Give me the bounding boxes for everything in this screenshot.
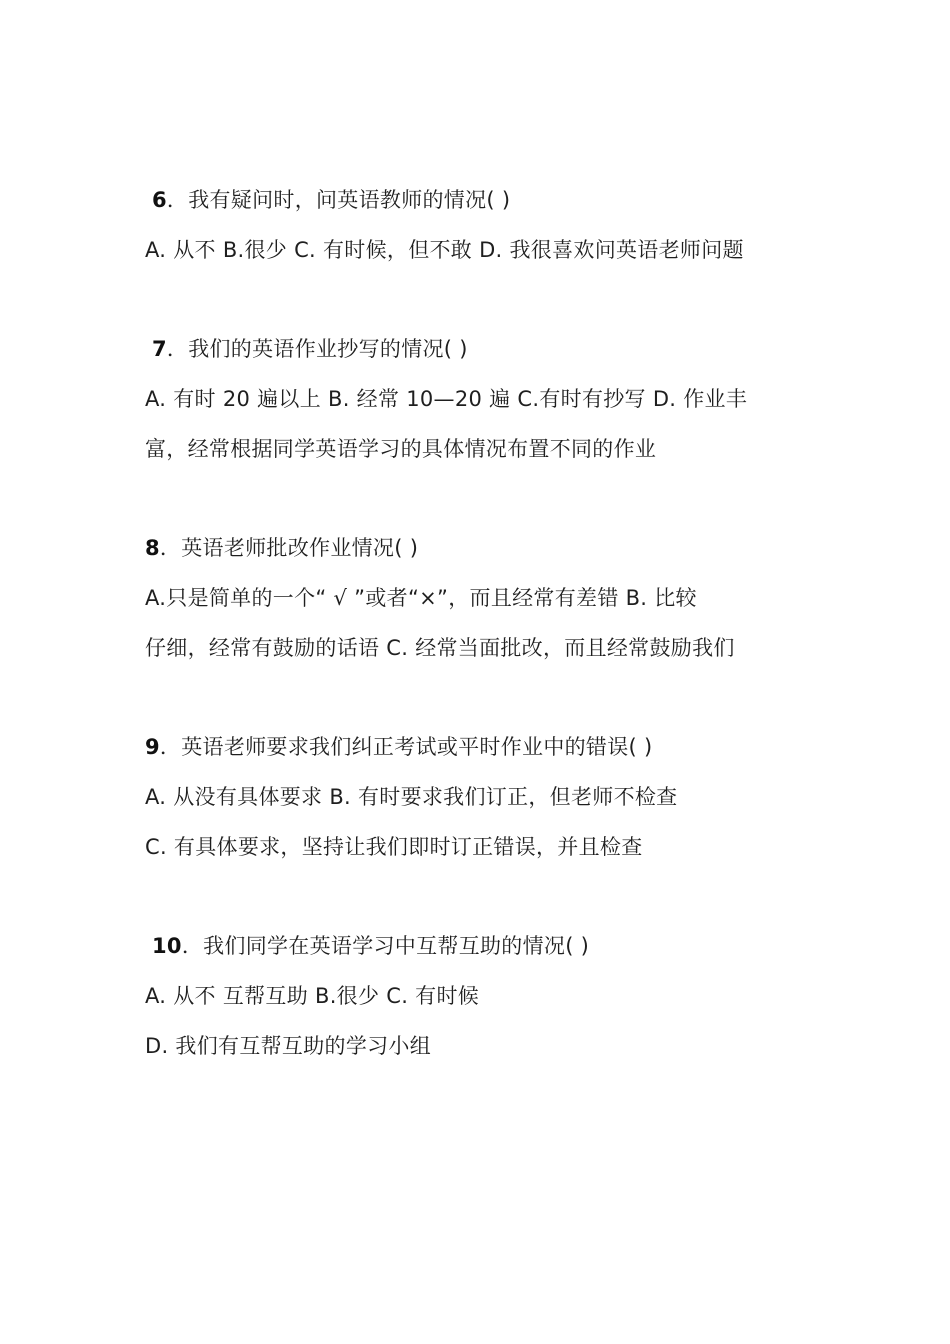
question-8-options-line-2: 仔细，经常有鼓励的话语 C. 经常当面批改，而且经常鼓励我们	[145, 636, 735, 660]
question-number: 9	[145, 735, 160, 759]
question-7-stem	[145, 334, 468, 364]
question-6-options: A. 从不 B.很少 C. 有时候，但不敢 D. 我很喜欢问英语老师问题	[145, 238, 744, 262]
question-10-options-line-2: D. 我们有互帮互助的学习小组	[145, 1034, 432, 1058]
question-number: 10	[151, 934, 182, 958]
question-7-options-line-1: A. 有时 20 遍以上 B. 经常 10—20 遍 C.有时有抄写 D. 作业丰	[145, 387, 748, 411]
question-number: 6	[151, 188, 167, 212]
question-9-stem	[145, 732, 652, 762]
question-10-stem	[145, 931, 589, 961]
question-text: ．英语老师要求我们纠正考试或平时作业中的错误( )	[159, 735, 653, 759]
question-10-options-line-1: A. 从不 互帮互助 B.很少 C. 有时候	[145, 984, 480, 1008]
question-7-options-line-2: 富，经常根据同学英语学习的具体情况布置不同的作业	[145, 437, 657, 461]
question-6-stem	[145, 185, 510, 215]
question-text: ．我们同学在英语学习中互帮互助的情况( )	[181, 934, 590, 958]
question-number: 8	[145, 536, 160, 560]
question-text: ．我们的英语作业抄写的情况( )	[166, 337, 468, 361]
question-8-options-line-1: A.只是简单的一个“ √ ”或者“×”，而且经常有差错 B. 比较	[145, 586, 697, 610]
question-text: ．英语老师批改作业情况( )	[159, 536, 419, 560]
question-9-options-line-2: C. 有具体要求，坚持让我们即时订正错误，并且检查	[145, 835, 643, 859]
question-text: ．我有疑问时，问英语教师的情况( )	[166, 188, 511, 212]
question-number: 7	[151, 337, 167, 361]
question-9-options-line-1: A. 从没有具体要求 B. 有时要求我们订正，但老师不检查	[145, 785, 678, 809]
question-8-stem	[145, 533, 418, 563]
